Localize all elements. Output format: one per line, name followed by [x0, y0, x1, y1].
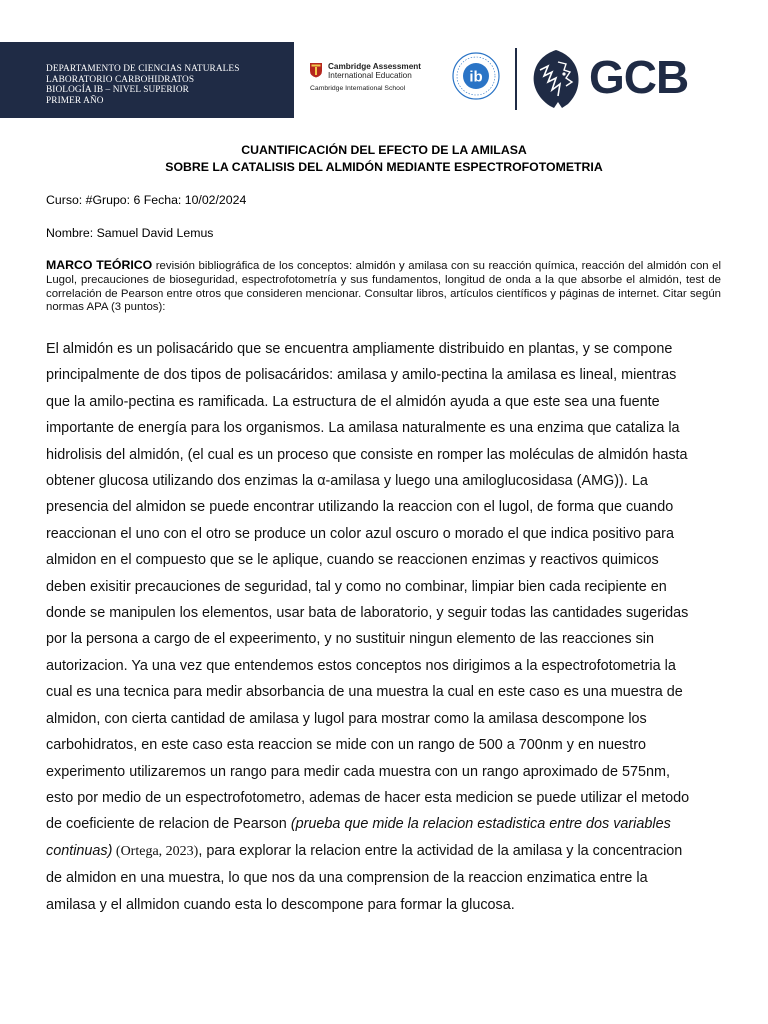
- body-line: amilasa y el allmidon cuando esta lo descompone para formar la glucosa.: [46, 896, 515, 913]
- body-line: de almidon en una muestra, lo que nos da una comprension de la reaccion enzimatica entre la: [46, 870, 648, 887]
- body-line: obtener glucosa utilizando dos enzimas la α-amilasa y luego una amiloglucosidasa (AMG)). La: [46, 473, 648, 490]
- department-line: LABORATORIO CARBOHIDRATOS: [46, 74, 195, 85]
- body-line: experimento utilizaremos un rango para medir cada muestra con un rango aproximado de 575nm,: [46, 763, 670, 780]
- body-text-italic: (prueba que mide la relacion estadistica entre dos variables: [290, 816, 671, 833]
- body-line: [46, 811, 726, 837]
- body-text-plain: de coeficiente de relacion de Pearson: [46, 816, 291, 833]
- essay-body: [46, 336, 726, 918]
- body-line: donde se manipulen los elementos, usar bata de laboratorio, y seguir todas las cantidades sugeridas: [46, 605, 689, 622]
- body-line: por la persona a cargo de el expeerimento, y no sustituir ningun elemento de las reacciones sin: [46, 631, 654, 648]
- svg-text:ib: ib: [469, 68, 483, 86]
- marco-teorico-text: revisión bibliográfica de los conceptos: almidón y amilasa con su reacción química, reacción del almidón con el Lugol, precauciones de bioseguridad, espectrofotometría y sus fundamentos, longitud de onda a la que absorbe el almidón, test de correlación de Pearson entre otros que consideren mencionar. Consultar libros, artículos científicos y páginas de internet. Citar según normas APA (3 puntos):: [46, 260, 721, 314]
- cambridge-name-line: International Education: [328, 71, 412, 80]
- header-divider: [515, 48, 517, 110]
- body-line: reaccionan el uno con el otro se produce un color azul oscuro o morado el que indica positivo para: [46, 525, 674, 542]
- ib-logo-icon: [452, 52, 500, 100]
- marco-teorico-instructions: [46, 259, 721, 315]
- body-line: carbohidratos, en este caso esta reaccion se mide con un rango de 500 a 700nm y en nuestro: [46, 737, 646, 754]
- cambridge-name: [328, 62, 421, 80]
- department-line: PRIMER AÑO: [46, 95, 104, 106]
- citation: (Ortega, 2023): [112, 843, 199, 859]
- body-line: presencia del almidon se puede encontrar utilizando la reaccion con el lugol, de forma que cuando: [46, 499, 674, 516]
- document-header: [0, 0, 768, 120]
- department-lines: [46, 64, 239, 106]
- cambridge-subtitle: Cambridge International School: [310, 85, 406, 92]
- document-title-line: CUANTIFICACIÓN DEL EFECTO DE LA AMILASA: [241, 143, 527, 157]
- lion-crest-icon: [528, 48, 584, 110]
- marco-teorico-heading: MARCO TEÓRICO: [46, 258, 153, 272]
- body-text-italic: continuas): [46, 842, 113, 859]
- body-line: almidon en el compuesto que se le aplique, cuando se reaccionen enzimas y reactivos quimicos: [46, 552, 659, 569]
- body-line: hidrolisis del almidón, (el cual es un proceso que consiste en romper las moléculas de almidón hasta: [46, 446, 688, 463]
- gcb-logo-text: GCB: [589, 51, 689, 103]
- body-line: deben exisitir precauciones de seguridad, tal y como no combinar, limpiar bien cada recipiente en: [46, 578, 667, 595]
- cambridge-name-line: Cambridge Assessment: [328, 62, 421, 71]
- body-line: principalmente de dos tipos de polisacáridos: amilasa y amilo-pectina la amilasa es lineal, mientras: [46, 367, 677, 384]
- department-line: BIOLOGÍA IB – NIVEL SUPERIOR: [46, 85, 189, 96]
- body-line: El almidón es un polisacárido que se encuentra ampliamente distribuido en plantas, y se compone: [46, 341, 673, 357]
- department-line: DEPARTAMENTO DE CIENCIAS NATURALES: [46, 64, 240, 74]
- nombre-line: Nombre: Samuel David Lemus: [46, 226, 214, 240]
- body-text-plain: , para explorar la relacion entre la actividad de la amilasa y la concentracion: [198, 842, 683, 859]
- curso-line: Curso: #Grupo: 6 Fecha: 10/02/2024: [46, 193, 247, 207]
- body-line: [46, 838, 726, 865]
- department-box: [0, 42, 294, 118]
- body-line: esto por medio de un espectrofotometro, ademas de hacer esta medicion se puede utilizar el metodo: [46, 789, 690, 806]
- body-line: autorizacion. Ya una vez que entendemos estos conceptos nos dirigimos a la espectrofotometria la: [46, 657, 676, 674]
- body-line: importante de energía para los organismos. La amilasa naturalmente es una enzima que cataliza la: [46, 420, 680, 437]
- document-title-line: SOBRE LA CATALISIS DEL ALMIDÓN MEDIANTE ESPECTROFOTOMETRIA: [165, 160, 603, 174]
- body-line: que la amilo-pectina es ramificada. La estructura de el almidón ayuda a que este sea una fuente: [46, 393, 660, 410]
- body-line: cual es una tecnica para medir absorbancia de una muestra la cual en este caso es una muestra de: [46, 684, 683, 701]
- body-line: almidon, con cierta cantidad de amilasa y lugol para mostrar como la amilasa descompone los: [46, 710, 647, 727]
- cambridge-shield-icon: [309, 62, 323, 78]
